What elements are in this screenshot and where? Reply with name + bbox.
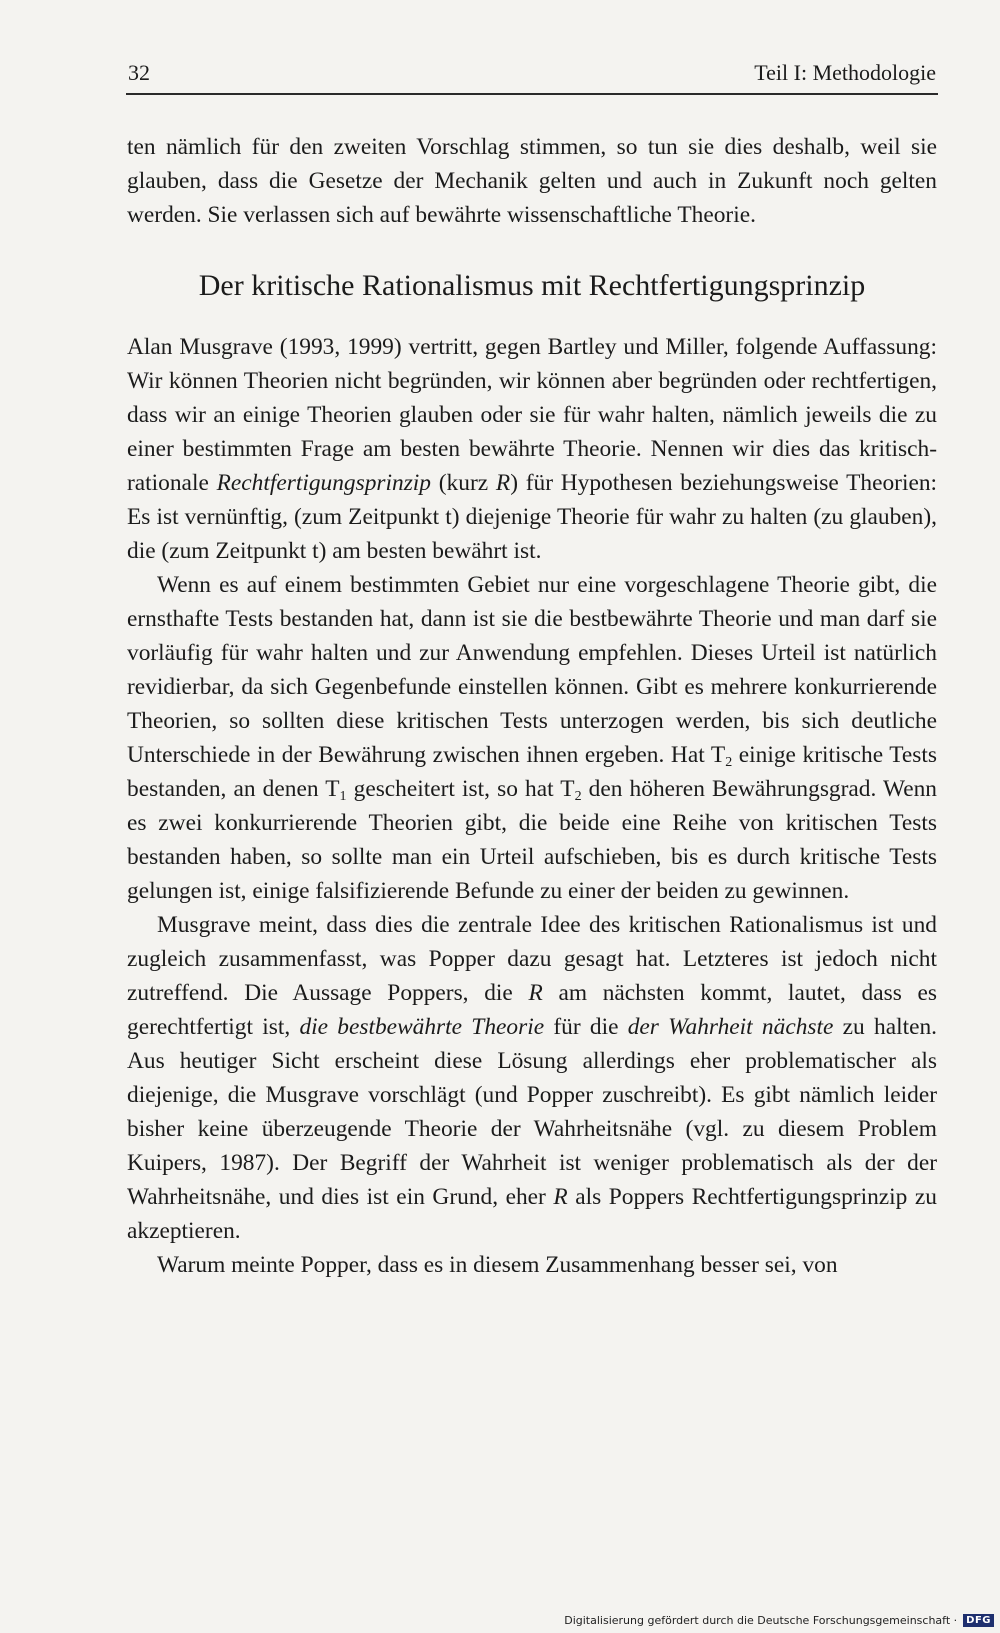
text-run: den höheren Bewährungsgrad. Wenn es zwei konkurrierende Theorien gibt, die beide eine Reihe von kritischen Tests bestanden haben, so sollte man ein Urteil aufschieben, bis es durch kritische Tests gelungen ist, einige falsifizierende Befunde zu einer der beiden zu gewinnen. bbox=[127, 776, 937, 904]
symbol-t: T bbox=[325, 776, 340, 802]
italic-run: R bbox=[495, 470, 511, 496]
symbol-t: T bbox=[560, 776, 575, 802]
text-run: Musgrave meint, dass dies die zentrale Idee des kritischen Rationalismus ist und zugleich zusammenfasst, was Popper dazu gesagt hat. Letzteres ist jedoch nicht zutreffend. Die Aussage Poppers, die bbox=[127, 912, 937, 1006]
italic-run: der Wahrheit nächste bbox=[627, 1014, 834, 1040]
paragraph-musgrave bbox=[127, 330, 937, 568]
paragraph-musgrave-popper bbox=[127, 908, 937, 1248]
text-run: Alan Musgrave (1993, 1999) vertritt, gegen Bartley und Miller, folgende Auffassung: Wir können Theorien nicht begründen, wir können aber begründen oder rechtfertigen, dass wir an einige Theorien glauben oder sie für wahr halten, nämlich jeweils die zu einer bestimmten Frage am besten bewährte Theorie. Nennen wir dies das kritisch-rationale bbox=[127, 334, 937, 496]
italic-run: R bbox=[553, 1184, 568, 1210]
paragraph-popper-question: Warum meinte Popper, dass es in diesem Zusammenhang besser sei, von bbox=[157, 1252, 838, 1278]
text-run: als Poppers Rechtfertigungsprinzip zu akzeptieren. bbox=[127, 1184, 937, 1244]
text-run: einige kritische Tests bestanden, an denen bbox=[127, 742, 938, 802]
section-heading: Der kritische Rationalismus mit Rechtfertigungsprinzip bbox=[198, 269, 866, 302]
symbol-t: T bbox=[710, 742, 726, 768]
text-run: (kurz bbox=[431, 470, 496, 496]
text-run: am nächsten kommt, lautet, dass es gerechtfertigt ist, bbox=[127, 980, 937, 1040]
italic-run: die bestbewährte Theorie bbox=[299, 1014, 545, 1040]
text-run: Wenn es auf einem bestimmten Gebiet nur eine vorgeschlagene Theorie gibt, die ernsthafte Tests bestanden hat, dann ist sie die bestbewährte Theorie und man darf sie vorläufig für wahr halten und zur Anwendung empfehlen. Dieses Urteil ist natürlich revidierbar, da sich Gegenbefunde einstellen können. Gibt es mehrere konkurrierende Theorien, so sollten diese kritischen Tests unterzogen werden, bis sich deutliche Unterschiede in der Bewährung zwischen ihnen ergeben. Hat bbox=[127, 572, 937, 768]
text-run: zu halten. Aus heutiger Sicht erscheint diese Lösung allerdings eher problematischer als diejenige, die Musgrave vorschlägt (und Popper zuschreibt). Es gibt nämlich leider bisher keine überzeugende Theorie der Wahrheitsnähe (vgl. zu diesem Problem Kuipers, 1987). Der Begriff der Wahrheit ist weniger problematisch als der der Wahrheitsnähe, und dies ist ein Grund, eher bbox=[127, 1014, 937, 1210]
subscript: 1 bbox=[339, 789, 347, 804]
italic-run: Rechtfertigungsprinzip bbox=[216, 470, 431, 496]
header-rule bbox=[126, 93, 938, 95]
text-run: für die bbox=[544, 1014, 628, 1040]
paragraph-single-theory bbox=[127, 568, 937, 908]
dfg-logo-icon: DFG bbox=[963, 1614, 994, 1627]
text-run: gescheitert ist, so hat bbox=[346, 776, 561, 802]
subscript: 2 bbox=[725, 755, 733, 770]
paragraph-continuation: ten nämlich für den zweiten Vorschlag stimmen, so tun sie dies deshalb, weil sie glauben, dass die Gesetze der Mechanik gelten und auch in Zukunft noch gelten werden. Sie verlassen sich auf bewährte wissenschaftliche Theorie. bbox=[127, 134, 937, 228]
digitization-footer bbox=[564, 1614, 994, 1627]
running-head bbox=[128, 58, 936, 88]
digitization-credit: Digitalisierung gefördert durch die Deutsche Forschungsgemeinschaft · bbox=[564, 1614, 958, 1627]
subscript: 2 bbox=[574, 789, 582, 804]
page-number: 32 bbox=[128, 60, 150, 85]
italic-run: R bbox=[528, 980, 543, 1006]
page-body bbox=[127, 130, 937, 1282]
text-run: ) für Hypothesen beziehungsweise Theorien: Es ist vernünftig, (zum Zeitpunkt t) diejenige Theorie für wahr zu halten (zu glauben), die (zum Zeitpunkt t) am besten bewährt ist. bbox=[127, 470, 938, 564]
running-head-title: Teil I: Methodologie bbox=[754, 60, 936, 85]
